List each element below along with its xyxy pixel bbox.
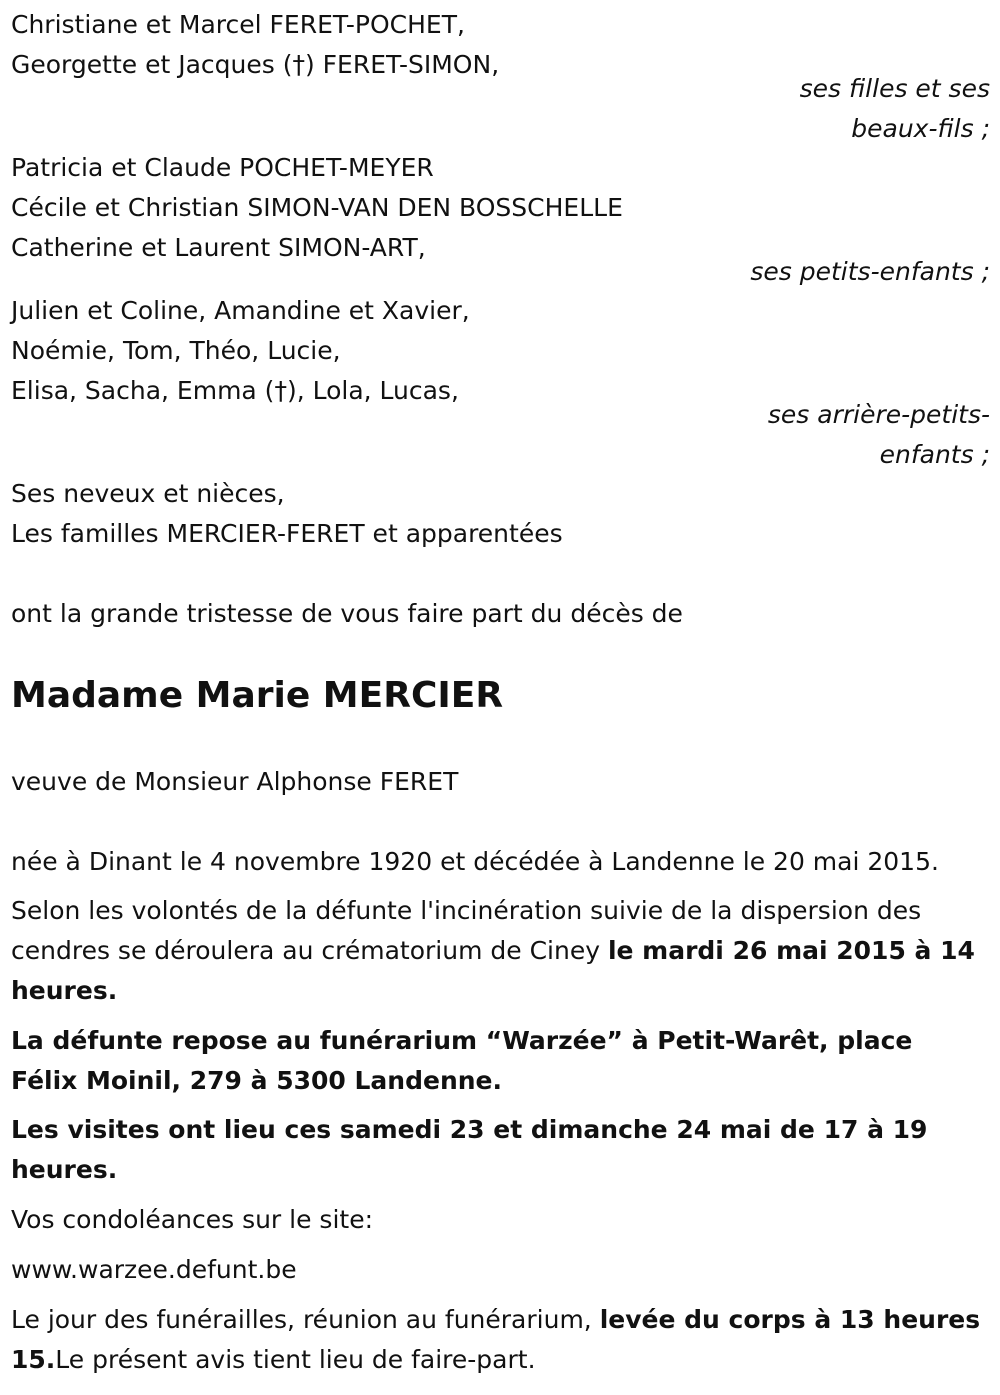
- funeral-paragraph: [11, 1300, 986, 1380]
- great-grandchild-line-1: Julien et Coline, Amandine et Xavier,: [11, 296, 470, 325]
- website-link[interactable]: www.warzee.defunt.be: [11, 1255, 297, 1284]
- deceased-name: Madame Marie MERCIER: [11, 675, 504, 716]
- cremation-paragraph: [11, 891, 986, 1011]
- announcement-text: ont la grande tristesse de vous faire part du décès de: [11, 599, 683, 628]
- cremation-text: Selon les volontés de la défunte l'incinération suivie de la dispersion des cendres se déroulera au crématorium de Ciney: [11, 896, 922, 965]
- grandchild-line-3: Catherine et Laurent SIMON-ART,: [11, 233, 426, 262]
- daughters-label-2: beaux-fils ;: [851, 114, 990, 143]
- condolences-label: Vos condoléances sur le site:: [11, 1205, 374, 1234]
- grandchildren-label: ses petits-enfants ;: [750, 257, 990, 286]
- visits-paragraph: Les visites ont lieu ces samedi 23 et dimanche 24 mai de 17 à 19 heures.: [11, 1115, 928, 1184]
- great-grandchild-line-2: Noémie, Tom, Théo, Lucie,: [11, 336, 341, 365]
- funeral-text: Le jour des funérailles, réunion au funérarium,: [11, 1305, 600, 1334]
- funeral-rest: Le présent avis tient lieu de faire-part.: [55, 1345, 536, 1374]
- great-grandchildren-label-2: enfants ;: [879, 440, 990, 469]
- repose-paragraph: La défunte repose au funérarium “Warzée” à Petit-Warêt, place Félix Moinil, 279 à 5300 Landenne.: [11, 1026, 913, 1095]
- great-grandchild-line-3: Elisa, Sacha, Emma (†), Lola, Lucas,: [11, 376, 459, 405]
- daughter-line-2: Georgette et Jacques (†) FERET-SIMON,: [11, 50, 500, 79]
- funeral-levee: levée du corps à 13 heures 15.: [11, 1305, 981, 1374]
- grandchild-line-2: Cécile et Christian SIMON-VAN DEN BOSSCHELLE: [11, 193, 623, 222]
- relatives-line-2: Les familles MERCIER-FERET et apparentées: [11, 519, 563, 548]
- grandchild-line-1: Patricia et Claude POCHET-MEYER: [11, 153, 434, 182]
- daughters-label-1: ses filles et ses: [799, 74, 990, 103]
- birth-death: née à Dinant le 4 novembre 1920 et décédée à Landenne le 20 mai 2015.: [11, 847, 939, 876]
- daughter-line-1: Christiane et Marcel FERET-POCHET,: [11, 10, 465, 39]
- great-grandchildren-label-1: ses arrière-petits-: [767, 400, 990, 429]
- relatives-line-1: Ses neveux et nièces,: [11, 479, 285, 508]
- widow-of: veuve de Monsieur Alphonse FERET: [11, 767, 459, 796]
- cremation-date: le mardi 26 mai 2015 à 14 heures.: [11, 936, 975, 1005]
